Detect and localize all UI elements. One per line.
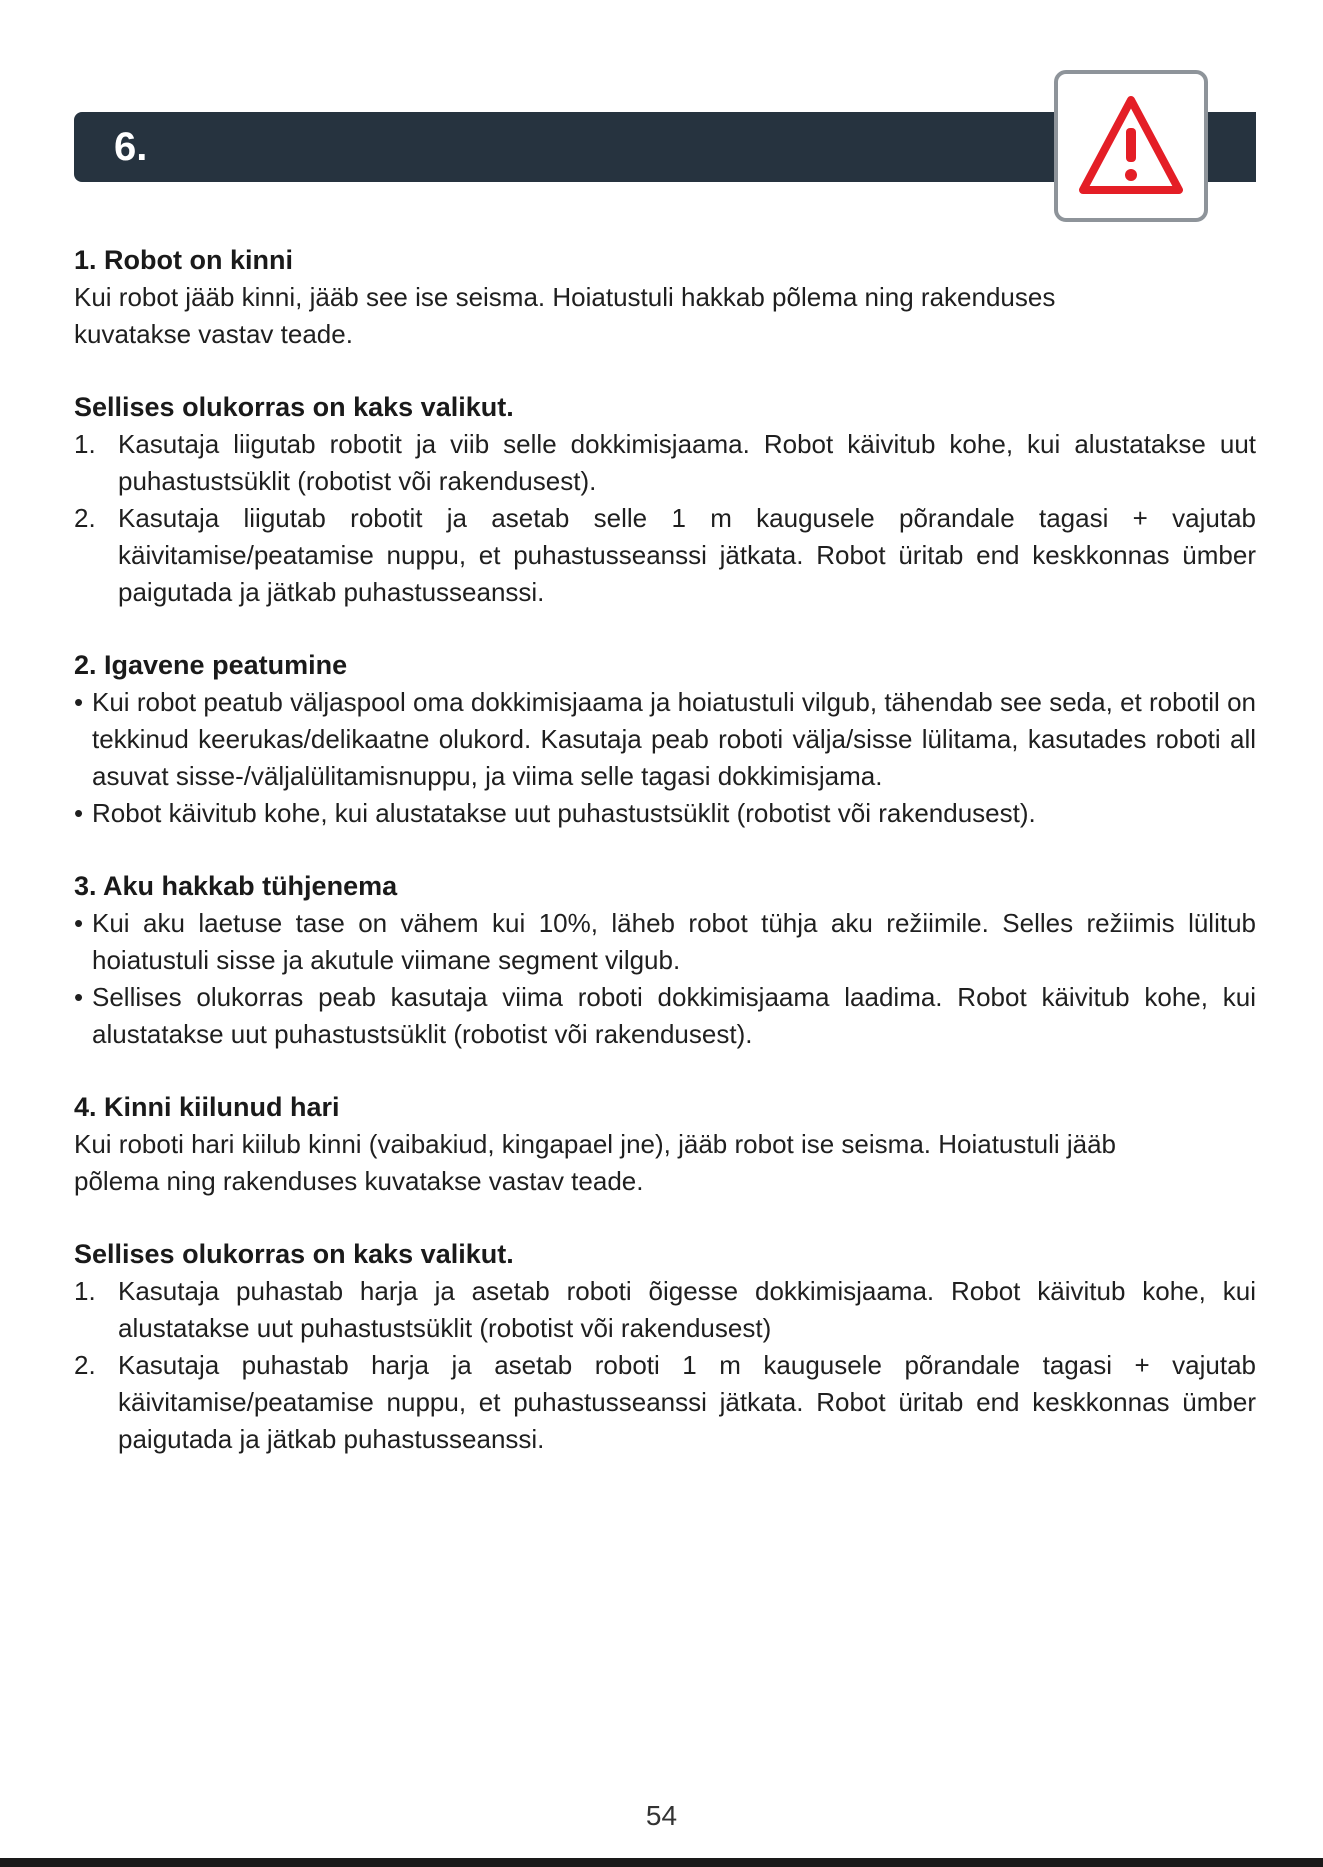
list-item — [74, 426, 1256, 500]
list-item — [74, 905, 1256, 979]
list-item-text: Kasutaja puhastab harja ja asetab roboti 1 m kaugusele põrandale tagasi + vajutab käivitamise/peatamise nuppu, et puhastusseanssi jätkata. Robot üritab end keskkonnas ümber paigutada ja jätkab puhastusseanssi. — [118, 1350, 1256, 1454]
bullet-marker: • — [74, 798, 84, 828]
warning-triangle-icon — [1075, 92, 1187, 200]
list-marker: 2. — [74, 503, 96, 533]
bullet-list — [74, 684, 1256, 832]
bullet-marker: • — [74, 908, 84, 938]
list-item-text: Robot käivitub kohe, kui alustatakse uut puhastustsüklit (robotist või rakendusest). — [92, 798, 1036, 828]
list-item — [74, 795, 1256, 832]
chapter-number: 6. — [114, 125, 148, 169]
list-item-text: Kasutaja liigutab robotit ja viib selle dokkimisjaama. Robot käivitub kohe, kui alustatakse uut puhastustsüklit (robotist või rakendusest). — [118, 429, 1256, 496]
list-item — [74, 1347, 1256, 1458]
list-item — [74, 1273, 1256, 1347]
bottom-rule — [0, 1858, 1323, 1867]
section-eternal-stop — [74, 647, 1256, 832]
page-number: 54 — [645, 1800, 678, 1831]
bullet-marker: • — [74, 982, 84, 1012]
section-intro: Kui roboti hari kiilub kinni (vaibakiud, kingapael jne), jääb robot ise seisma. Hoiatustuli jääb põlema ning rakenduses kuvatakse vastav teade. — [74, 1129, 1117, 1196]
list-item — [74, 684, 1256, 795]
list-item — [74, 979, 1256, 1053]
numbered-list — [74, 1273, 1256, 1458]
section-subtitle: Sellises olukorras on kaks valikut. — [74, 1239, 514, 1269]
section-title: 3. Aku hakkab tühjenema — [74, 871, 398, 901]
section-title: 4. Kinni kiilunud hari — [74, 1092, 340, 1122]
section-brush-stuck — [74, 1089, 1256, 1458]
warning-box — [1054, 70, 1208, 222]
section-battery-low — [74, 868, 1256, 1053]
document-body — [74, 242, 1256, 1494]
list-item-text: Kasutaja puhastab harja ja asetab roboti õigesse dokkimisjaama. Robot käivitub kohe, kui alustatakse uut puhastustsüklit (robotist või rakendusest) — [118, 1276, 1256, 1343]
list-item — [74, 500, 1256, 611]
list-item-text: Kasutaja liigutab robotit ja asetab selle 1 m kaugusele põrandale tagasi + vajutab käivitamise/peatamise nuppu, et puhastusseanssi jätkata. Robot üritab end keskkonnas ümber paigutada ja jätkab puhastusseanssi. — [118, 503, 1256, 607]
section-intro: Kui robot jääb kinni, jääb see ise seisma. Hoiatustuli hakkab põlema ning rakenduses kuvatakse vastav teade. — [74, 282, 1056, 349]
list-item-text: Sellises olukorras peab kasutaja viima roboti dokkimisjaama laadima. Robot käivitub kohe, kui alustatakse uut puhastustsüklit (robotist või rakendusest). — [92, 982, 1256, 1049]
section-subtitle: Sellises olukorras on kaks valikut. — [74, 392, 514, 422]
list-item-text: Kui robot peatub väljaspool oma dokkimisjaama ja hoiatustuli vilgub, tähendab see seda, et robotil on tekkinud keerukas/delikaatne olukord. Kasutaja peab roboti välja/sisse lülitama, kasutades roboti all asuvat sisse-/väljalülitamisnuppu, ja viima selle tagasi dokkimisjama. — [92, 687, 1256, 791]
section-title: 1. Robot on kinni — [74, 245, 293, 275]
section-robot-stuck — [74, 242, 1256, 611]
numbered-list — [74, 426, 1256, 611]
list-item-text: Kui aku laetuse tase on vähem kui 10%, läheb robot tühja aku režiimile. Selles režiimis lülitub hoiatustuli sisse ja akutule viimane segment vilgub. — [92, 908, 1256, 975]
list-marker: 1. — [74, 1276, 96, 1306]
list-marker: 2. — [74, 1350, 96, 1380]
section-title: 2. Igavene peatumine — [74, 650, 348, 680]
bullet-list — [74, 905, 1256, 1053]
bullet-marker: • — [74, 687, 84, 717]
list-marker: 1. — [74, 429, 96, 459]
